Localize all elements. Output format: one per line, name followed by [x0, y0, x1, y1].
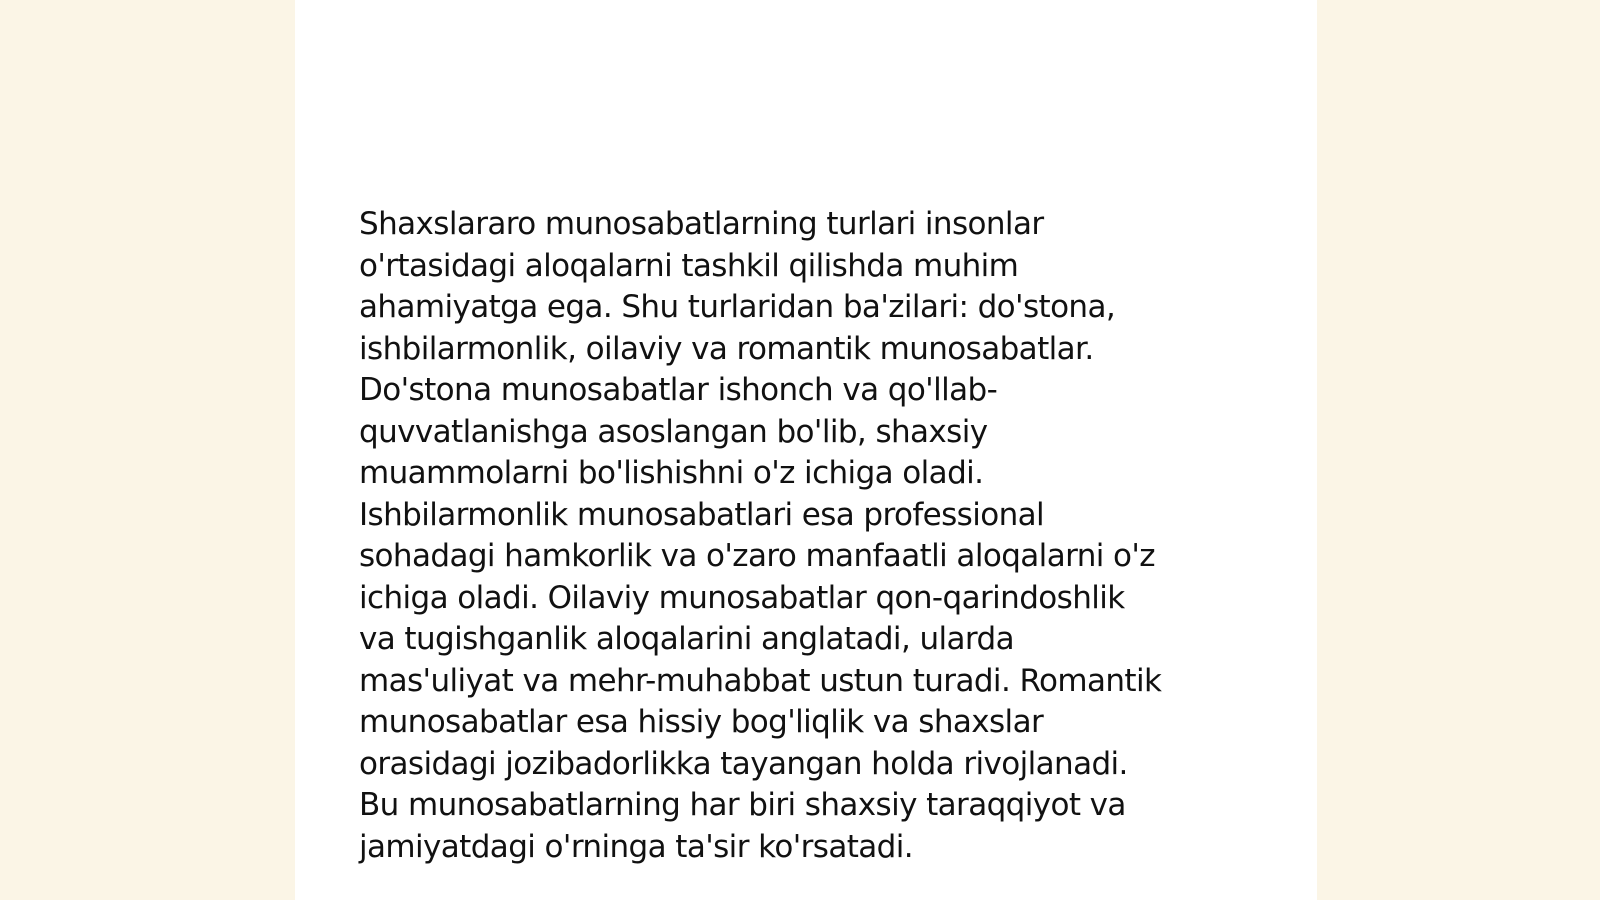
paragraph-line: Do'stona munosabatlar ishonch va qo'llab- [359, 372, 998, 408]
paragraph-line: muammolarni bo'lishishni o'z ichiga oladi. [359, 455, 984, 491]
body-paragraph [359, 204, 1259, 868]
paragraph-line: quvvatlanishga asoslangan bo'lib, shaxsiy [359, 413, 988, 450]
paragraph-line: Bu munosabatlarning har biri shaxsiy taraqqiyot va [359, 787, 1126, 823]
paragraph-line: ishbilarmonlik, oilaviy va romantik munosabatlar. [359, 330, 1094, 367]
paragraph-line: orasidagi jozibadorlikka tayangan holda rivojlanadi. [359, 745, 1128, 782]
paragraph-line: Shaxslararo munosabatlarning turlari insonlar [359, 206, 1044, 242]
paragraph-line: munosabatlar esa hissiy bog'liqlik va shaxslar [359, 704, 1044, 740]
paragraph-line: mas'uliyat va mehr-muhabbat ustun turadi. Romantik [359, 662, 1162, 699]
paragraph-line: sohadagi hamkorlik va o'zaro manfaatli aloqalarni o'z [359, 538, 1155, 574]
paragraph-line: jamiyatdagi o'rninga ta'sir ko'rsatadi. [359, 828, 914, 865]
paragraph-line: va tugishganlik aloqalarini anglatadi, ularda [359, 621, 1014, 657]
document-page [295, 0, 1317, 900]
paragraph-line: Ishbilarmonlik munosabatlari esa professional [359, 496, 1045, 533]
paragraph-line: ichiga oladi. Oilaviy munosabatlar qon-qarindoshlik [359, 579, 1125, 616]
paragraph-line: ahamiyatga ega. Shu turlaridan ba'zilari: do'stona, [359, 289, 1116, 325]
paragraph-line: o'rtasidagi aloqalarni tashkil qilishda muhim [359, 247, 1019, 284]
